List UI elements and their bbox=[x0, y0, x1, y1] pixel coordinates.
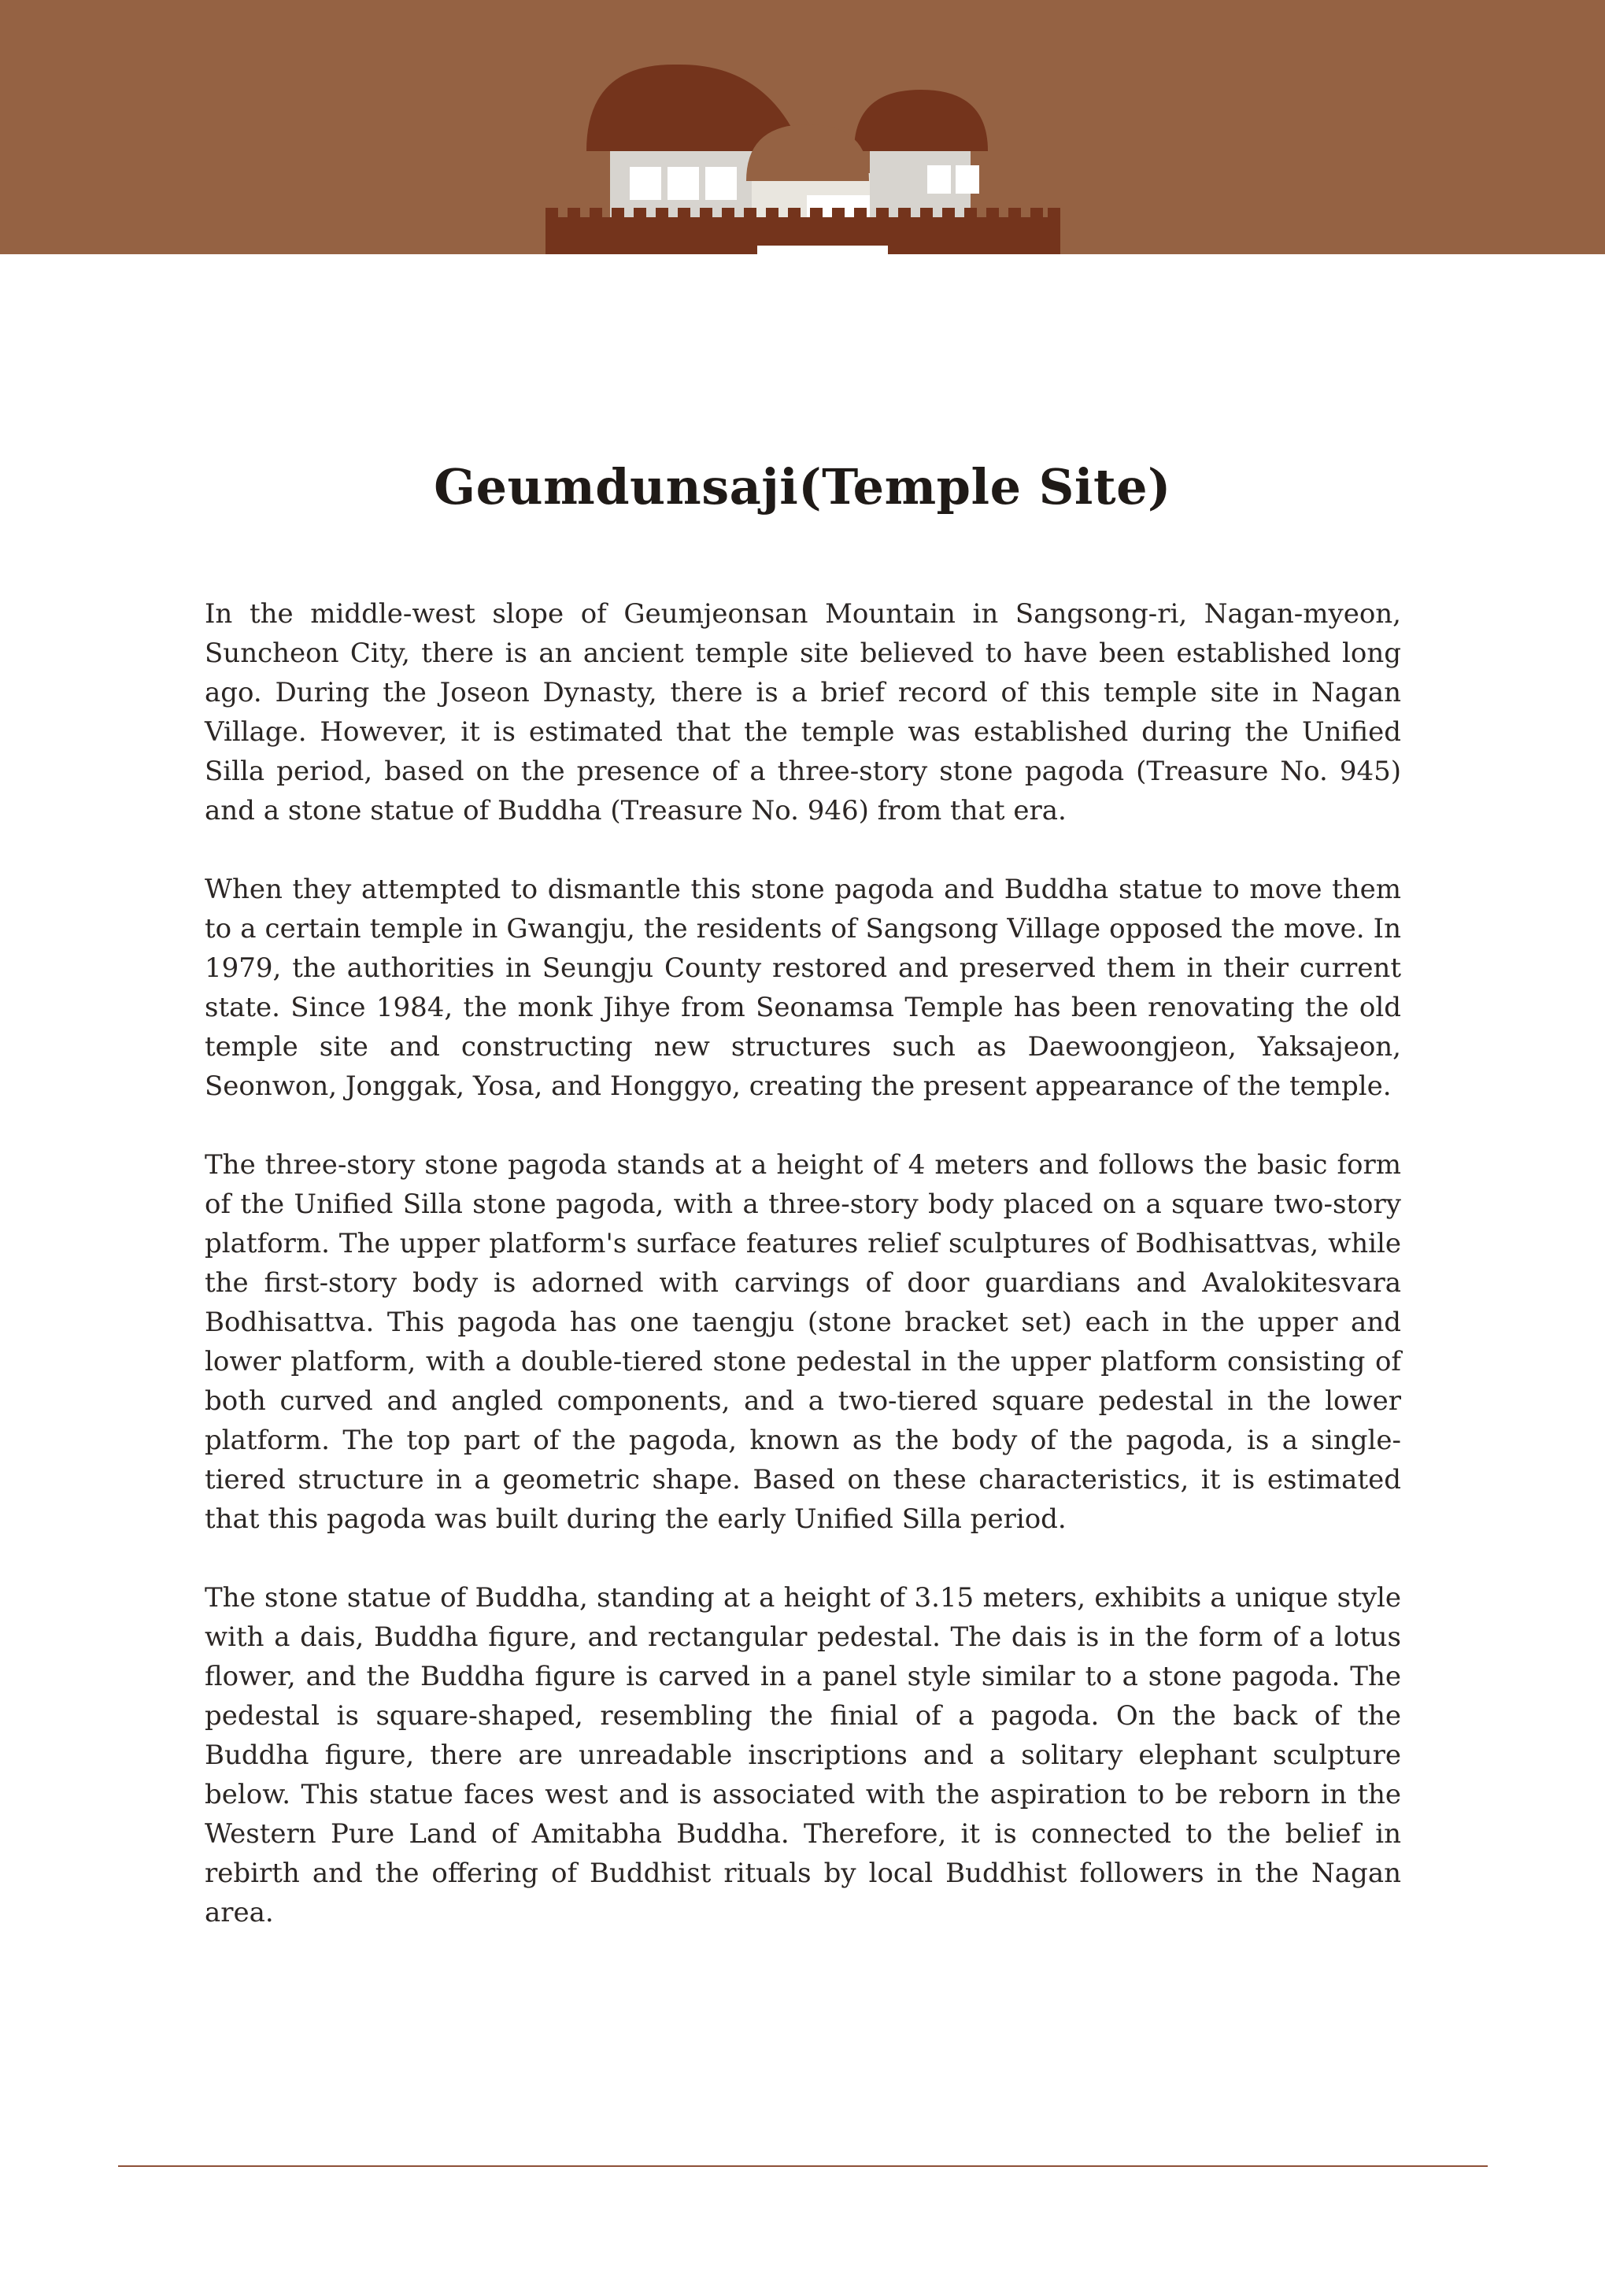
page-title: Geumdunsaji(Temple Site) bbox=[434, 457, 1171, 516]
temple-buildings-illustration bbox=[543, 63, 1063, 254]
article-body bbox=[205, 594, 1401, 1972]
footer-divider bbox=[118, 2165, 1488, 2167]
paragraph-3: The three-story stone pagoda stands at a height of 4 meters and follows the basic form of the Unified Silla stone pagoda, with a three-story body placed on a square two-story platform. The upper platform's surface features relief sculptures of Bodhisattvas, while the first-story body is adorned with carvings of door guardians and Avalokitesvara Bodhisattva. This pagoda has one taengju (stone bracket set) each in the upper and lower platform, with a double-tiered stone pedestal in the upper platform consisting of both curved and angled components, and a two-tiered square pedestal in the lower platform. The top part of the pagoda, known as the body of the pagoda, is a single-tiered structure in a geometric shape. Based on these characteristics, it is estimated that this pagoda was built during the early Unified Silla period. bbox=[205, 1149, 1401, 1535]
center-pavilion-icon bbox=[746, 124, 870, 228]
header-band bbox=[0, 0, 1605, 254]
right-hall-icon bbox=[854, 90, 988, 222]
paragraph-4: The stone statue of Buddha, standing at a height of 3.15 meters, exhibits a unique style with a dais, Buddha figure, and rectangular pedestal. The dais is in the form of a lotus flower, and the Buddha figure is carved in a panel style similar to a stone pagoda. The pedestal is square-shaped, resembling the finial of a pagoda. On the back of the Buddha figure, there are unreadable inscriptions and a solitary elephant sculpture below. This statue faces west and is associated with the aspiration to be reborn in the Western Pure Land of Amitabha Buddha. Therefore, it is connected to the belief in rebirth and the offering of Buddhist rituals by local Buddhist followers in the Nagan area. bbox=[205, 1582, 1401, 1928]
paragraph-2: When they attempted to dismantle this stone pagoda and Buddha statue to move them to a certain temple in Gwangju, the residents of Sangsong Village opposed the move. In 1979, the authorities in Seungju County restored and preserved them in their current state. Since 1984, the monk Jihye from Seonamsa Temple has been renovating the old temple site and constructing new structures such as Daewoongjeon, Yaksajeon, Seonwon, Jonggak, Yosa, and Honggyo, creating the present appearance of the temple. bbox=[205, 874, 1401, 1102]
gate-opening-icon bbox=[757, 246, 888, 254]
paragraph-1: In the middle-west slope of Geumjeonsan Mountain in Sangsong-ri, Nagan-myeon, Suncheon City, there is an ancient temple site believed to have been established long ago. During the Joseon Dynasty, there is a brief record of this temple site in Nagan Village. However, it is estimated that the temple was established during the Unified Silla period, based on the presence of a three-story stone pagoda (Treasure No. 945) and a stone statue of Buddha (Treasure No. 946) from that era. bbox=[205, 598, 1401, 826]
